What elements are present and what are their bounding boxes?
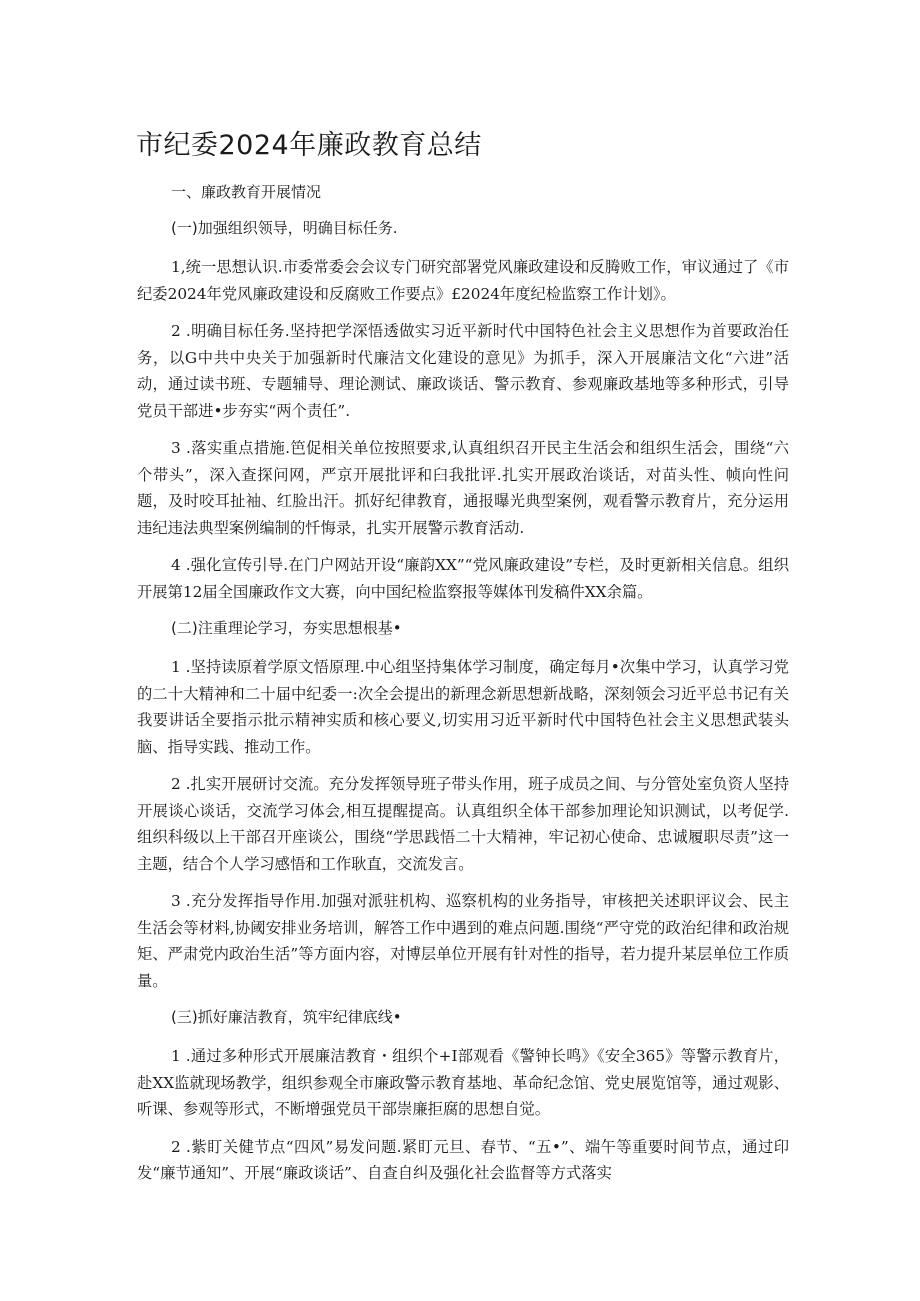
paragraph-2-3: 3 .充分发挥指导作用.加强对派驻机构、巡察机构的业务指导，审核把关述职评议会、民主生活会等材料,协阈安排业务培训，解答工作中遇到的难点问题.围绕“严守党的政治纪律和政治规矩、严肃党内政治生活”等方面内容，对博层单位开展有针对性的指导，若力提升某层单位工作质量。 — [137, 892, 789, 990]
paragraph-2-1: 1 .坚持读原着学原文悟原理.中心组坚持集体学习制度，确定每月•次集中学习，认真学习党的二十大精神和二十届中纪委一:次全会提出的新理念新思想新战略，深刻领会习近平总书记有关我要讲话全要指示批示精神实质和核心要义,切实用习近平新时代中国特色社会主义思想武装头脑、指导实践、推动工作。 — [137, 658, 789, 756]
paragraph-1-3: 3 .落实重点措施.笆促相关单位按照要求,认真组织召开民主生活会和组织生活会，围绕“六个带头”，深入查探问网，严京开展批评和臼我批评.扎实开展政治谈话，对苗头性、帧向性问题，及时咬耳扯袖、红脸出汗。抓好纪律教育，通报曝光典型案例，观看警示教育片，充分运用违纪违法典型案例编制的忏悔录，扎实开展警示教育活动. — [137, 439, 789, 537]
paragraph-2-2: 2 .扎实开展研讨交流。充分发挥领导班子带头作用，班子成员之间、与分管处室负资人坚持开展谈心谈话，交流学习体会,相互提醒提高。认真组织全体干部参加理论知识测试，以考促学.组织科级以上干部召开座谈公，围绕“学思践悟二十大精神，牢记初心使命、忠诚履职尽责”这一主题，结合个人学习感悟和工作耿直，交流发言。 — [137, 775, 789, 873]
paragraph-1-1: 1,统一思想认识.市委常委会会议专门研究部署党风廉政建设和反腾败工作，审议通过了《市纪委2024年党风廉政建设和反腐败工作要点》£2024年度纪检监察工作计划》。 — [137, 258, 789, 303]
subsection-heading-3: (三)抓好廉洁教育，筑牢纪律底线• — [171, 1008, 402, 1026]
paragraph-3-2: 2 .紫盯关健节点“四风”易发问题.紧盯元旦、春节、“五•”、端午等重要时间节点，通过印发“廉节通知”、开展“廉政谈话”、自查自纠及强化社会监督等方式落实 — [137, 1137, 789, 1182]
paragraph-1-4: 4 .强化宣传引导.在门户网站开设“廉韵XX”“党风廉政建设”专栏，及时更新相关信息。组织开展第12届全国廉政作文大赛，向中国纪检监察报等媒体刊发稿件XX余篇。 — [137, 556, 789, 601]
subsection-heading-1: (一)加强组织领导，明确目标任务. — [171, 219, 398, 237]
section-heading: 一、廉政教育开展情况 — [171, 183, 322, 201]
paragraph-1-2: 2 .明确目标任务.坚持把学深悟透做实习近平新时代中国特色社会主义思想作为首要政治任务，以G中共中央关于加强新时代廉洁文化建设的意见》为抓手，深入开展廉洁文化“六进”活动，通过读书班、专题辅导、理论测试、廉政谈话、警示教育、参观廉政基地等多种形式，引导党员干部进•步夯实“两个责任”. — [137, 322, 789, 420]
paragraph-3-1: 1 .通过多种形式开展廉洁教育・组织个+I部观看《警钟长鸣》《安全365》等警示教育片，赴XX监就现场教学，组织参观全市廉政警示教育基地、革命纪念馆、党史展览馆等，通过观影、听课、参观等形式，不断增强党员干部崇廉拒腐的思想自觉。 — [137, 1047, 789, 1118]
document-title: 市纪委2024年廉政教育总结 — [136, 130, 482, 161]
document-body — [137, 180, 789, 1198]
subsection-heading-2: (二)注重理论学习，夯实思想根基• — [171, 619, 402, 637]
